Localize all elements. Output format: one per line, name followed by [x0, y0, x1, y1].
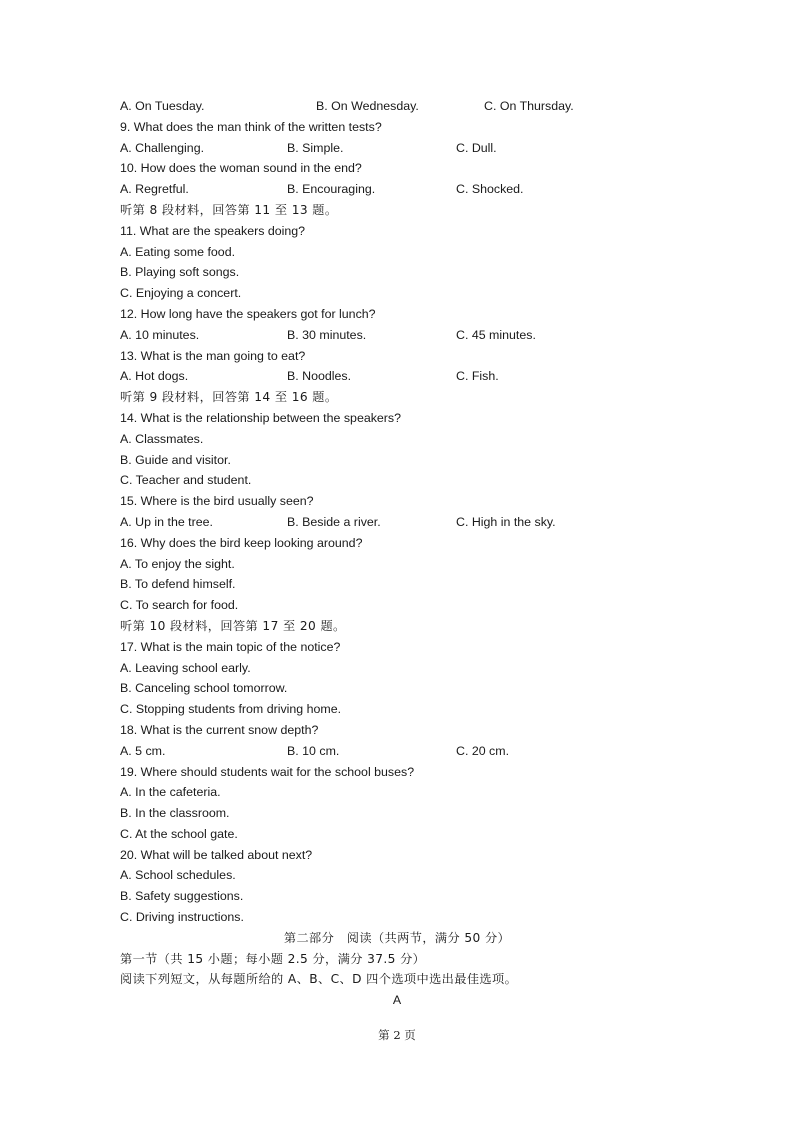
question-text: 13. What is the man going to eat?: [120, 348, 306, 363]
option-text: B. In the classroom.: [120, 806, 230, 821]
answer-options-row: [120, 96, 680, 117]
option-line: [120, 699, 680, 720]
answer-options-row: [120, 512, 680, 533]
question-line: [120, 845, 680, 866]
option-text: A. Leaving school early.: [120, 660, 251, 675]
question-line: [120, 221, 680, 242]
option-line: [120, 450, 680, 471]
option-text: B. Playing soft songs.: [120, 265, 240, 280]
instruction-text: 第一节（共 15 小题；每小题 2.5 分，满分 37.5 分）: [120, 951, 426, 966]
option-b: B. Noodles.: [287, 369, 352, 384]
option-a: A. Hot dogs.: [120, 369, 189, 384]
heading-text: 第二部分 阅读（共两节，满分 50 分）: [283, 930, 511, 945]
instruction-text: 听第 9 段材料，回答第 14 至 16 题。: [120, 390, 338, 405]
option-a: A. 5 cm.: [120, 743, 166, 758]
option-line: [120, 429, 680, 450]
instruction-text: 听第 10 段材料，回答第 17 至 20 题。: [120, 618, 346, 633]
option-line: [120, 678, 680, 699]
section-instruction: [120, 616, 680, 637]
passage-letter: A: [392, 993, 402, 1008]
option-a: A. Up in the tree.: [120, 514, 213, 529]
option-text: A. In the cafeteria.: [120, 785, 221, 800]
option-text: B. Canceling school tomorrow.: [120, 681, 288, 696]
option-b: B. Beside a river.: [287, 514, 381, 529]
option-c: C. Shocked.: [456, 182, 524, 197]
question-line: [120, 304, 680, 325]
option-line: [120, 658, 680, 679]
question-text: 10. How does the woman sound in the end?: [120, 161, 362, 176]
option-c: C. On Thursday.: [484, 99, 574, 113]
option-text: C. Driving instructions.: [120, 910, 244, 925]
option-text: A. To enjoy the sight.: [120, 556, 235, 571]
answer-options-row: [120, 741, 680, 762]
question-text: 12. How long have the speakers got for lunch?: [120, 306, 376, 321]
option-c: C. 45 minutes.: [456, 327, 536, 342]
option-line: [120, 262, 680, 283]
option-text: A. School schedules.: [120, 868, 236, 883]
question-line: [120, 491, 680, 512]
question-line: [120, 720, 680, 741]
question-text: 20. What will be talked about next?: [120, 847, 313, 862]
answer-options-row: [120, 325, 680, 346]
section-instruction: [120, 949, 680, 970]
option-line: [120, 907, 680, 928]
option-b: B. Encouraging.: [287, 182, 376, 197]
option-line: [120, 782, 680, 803]
option-line: [120, 865, 680, 886]
question-line: [120, 117, 680, 138]
question-text: 15. Where is the bird usually seen?: [120, 494, 314, 509]
option-c: C. High in the sky.: [456, 514, 556, 529]
section-instruction: [120, 200, 680, 221]
section-instruction: [120, 387, 680, 408]
question-line: [120, 408, 680, 429]
option-text: C. Stopping students from driving home.: [120, 702, 342, 717]
question-text: 11. What are the speakers doing?: [120, 223, 306, 238]
option-text: C. Enjoying a concert.: [120, 286, 242, 301]
instruction-text: 阅读下列短文，从每题所给的 A、B、C、D 四个选项中选出最佳选项。: [120, 972, 518, 987]
option-text: A. Eating some food.: [120, 244, 236, 259]
option-b: B. 30 minutes.: [287, 327, 367, 342]
question-line: [120, 637, 680, 658]
option-text: B. To defend himself.: [120, 577, 236, 592]
option-text: C. To search for food.: [120, 598, 239, 613]
question-line: [120, 346, 680, 367]
option-b: B. 10 cm.: [287, 743, 340, 758]
passage-label: [120, 990, 674, 1011]
option-text: A. Classmates.: [120, 431, 204, 446]
answer-options-row: [120, 179, 680, 200]
option-b: B. Simple.: [287, 140, 344, 155]
instruction-text: 听第 8 段材料，回答第 11 至 13 题。: [120, 202, 338, 217]
question-line: [120, 762, 680, 783]
option-line: [120, 554, 680, 575]
option-b: B. On Wednesday.: [316, 99, 419, 113]
answer-options-row: [120, 138, 680, 159]
question-text: 16. Why does the bird keep looking around?: [120, 535, 363, 550]
page-number: 第 2 页: [378, 1028, 416, 1042]
question-text: 9. What does the man think of the written tests?: [120, 119, 382, 134]
option-c: C. 20 cm.: [456, 743, 510, 758]
option-c: C. Dull.: [456, 140, 497, 155]
option-line: [120, 824, 680, 845]
option-line: [120, 886, 680, 907]
section-instruction: [120, 969, 680, 990]
option-line: [120, 803, 680, 824]
option-a: A. Challenging.: [120, 140, 205, 155]
option-a: A. Regretful.: [120, 182, 189, 197]
option-line: [120, 283, 680, 304]
option-line: [120, 470, 680, 491]
question-text: 14. What is the relationship between the speakers?: [120, 410, 402, 425]
option-line: [120, 242, 680, 263]
part-heading: [120, 928, 674, 949]
question-text: 18. What is the current snow depth?: [120, 722, 319, 737]
exam-page-content: [120, 96, 680, 1011]
option-a: A. On Tuesday.: [120, 99, 205, 113]
question-text: 19. Where should students wait for the school buses?: [120, 764, 415, 779]
option-line: [120, 574, 680, 595]
option-text: C. At the school gate.: [120, 826, 238, 841]
option-line: [120, 595, 680, 616]
option-a: A. 10 minutes.: [120, 327, 200, 342]
question-line: [120, 533, 680, 554]
option-text: B. Guide and visitor.: [120, 452, 231, 467]
question-text: 17. What is the main topic of the notice?: [120, 639, 341, 654]
option-text: B. Safety suggestions.: [120, 889, 244, 904]
option-text: C. Teacher and student.: [120, 473, 252, 488]
option-c: C. Fish.: [456, 369, 499, 384]
question-line: [120, 158, 680, 179]
answer-options-row: [120, 366, 680, 387]
